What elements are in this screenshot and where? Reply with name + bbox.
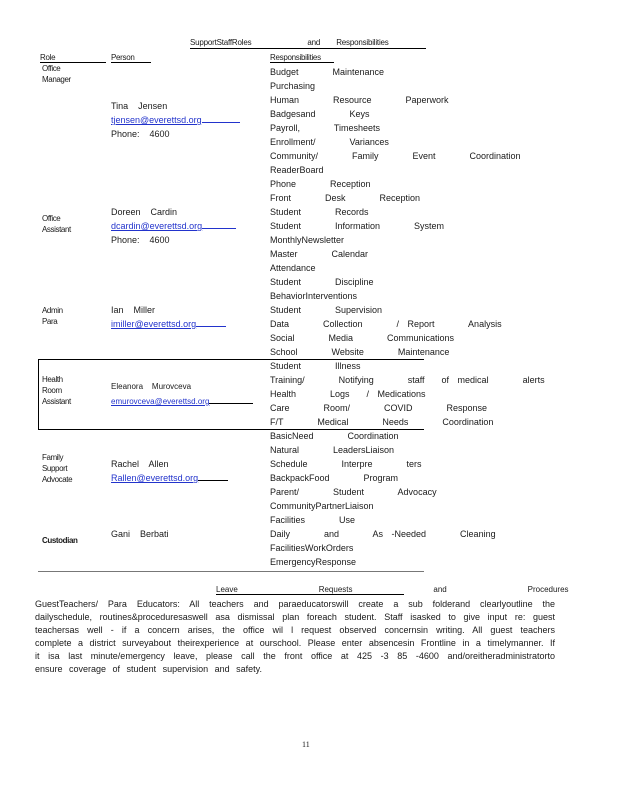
title-part-2: and [307,38,321,47]
list-item: Front Desk Reception [270,193,421,203]
list-item: ReaderBoard [270,165,324,175]
list-item: Badgesand Keys [270,109,370,119]
list-item: Student Illness [270,361,361,371]
phone: Phone: 4600 [111,129,170,139]
role-admin-para: Admin Para [42,306,63,326]
email-link[interactable]: tjensen@everettsd.org [111,115,202,125]
person-name: Ian Miller [111,305,156,315]
title-part-1: SupportStaffRoles [190,38,252,47]
list-item: Student Supervision [270,305,383,315]
header-person: Person [111,53,151,63]
person-name: Gani Berbati [111,529,169,539]
list-item: BasicNeed Coordination [270,431,399,441]
header-responsibilities: Responsibilities [270,53,334,63]
role-family-support-advocate: Family Support Advocate [42,453,73,484]
role-custodian: Custodian [42,536,78,545]
person-name: Doreen Cardin [111,207,178,217]
person-health-room-assistant [111,380,253,409]
list-item: Student Discipline [270,277,374,287]
list-item: Data Collection / Report Analysis [270,319,502,329]
list-item: Care Room/ COVID Response [270,403,488,413]
list-item: BehaviorInterventions [270,291,358,301]
person-name: Eleanora Murovceva [111,382,192,391]
list-item: MonthlyNewsletter [270,235,345,245]
leave-section-title: Leave Requests and Procedures [216,585,569,594]
list-item: CommunityPartnerLiaison [270,501,374,511]
list-item: Student Information System [270,221,445,231]
row-border [38,359,39,429]
resp-custodian [270,513,530,569]
person-custodian [111,527,169,541]
person-name: Tina Jensen [111,101,168,111]
person-office-assistant [111,205,236,247]
list-item: Schedule Interpre ters [270,459,422,469]
list-item: Phone Reception [270,179,371,189]
list-item: Enrollment/ Variances [270,137,389,147]
person-office-manager [111,99,240,141]
resp-office-assistant [270,205,530,289]
header-role: Role [40,53,106,63]
list-item: EmergencyResponse [270,557,357,567]
resp-admin-para [270,289,530,359]
person-name: Rachel Allen [111,459,169,469]
person-admin-para [111,303,226,331]
title-part-3: Responsibilities [336,38,389,47]
email-link[interactable]: imiller@everettsd.org [111,319,197,329]
list-item: Natural LeadersLiaison [270,445,395,455]
list-item: BackpackFood Program [270,473,399,483]
table-title [190,38,426,49]
resp-health-room-assistant [270,359,545,429]
page-number: 11 [302,740,310,749]
list-item: Health Logs / Medications [270,389,426,399]
person-family-support-advocate [111,457,228,485]
resp-family-support-advocate [270,429,530,513]
email-link[interactable]: emurovceva@everettsd.org [111,397,210,406]
role-office-manager: Office Manager [42,64,71,84]
list-item: Attendance [270,263,316,273]
list-item: Social Media Communications [270,333,455,343]
list-item: Parent/ Student Advocacy [270,487,437,497]
role-health-room-assistant: Health Room Assistant [42,375,71,406]
role-office-assistant: Office Assistant [42,214,71,234]
list-item: Master Calendar [270,249,369,259]
list-item: Budget Maintenance [270,67,385,77]
list-item: School Website Maintenance [270,347,450,357]
email-link[interactable]: dcardin@everettsd.org [111,221,203,231]
phone: Phone: 4600 [111,235,170,245]
leave-paragraph: GuestTeachers/ Para Educators: All teachers and paraeducatorswill create a sub folderand clearlyoutline the dailyschedule, routines&proceduresaswell asa dismissal plan foreach student. Staff isasked to give input re: guest teachersas well - if a concern arises, the office wil l request observed concernsin writing. All guest teachers complete a district surveyabout theirexperience at ourschool. Please enter absencesin Frontline in a timelymanner. If it isa last minute/emergency leave, please call the front office at 425 -3 85 -4600 and/oreitheradministratorto ensure coverage of student supervision and safety. [35,599,555,674]
table-bottom-divider [38,571,424,572]
list-item: F/T Medical Needs Coordination [270,417,494,427]
list-item: Facilities Use [270,515,356,525]
list-item: Human Resource Paperwork [270,95,449,105]
list-item: Payroll, Timesheets [270,123,381,133]
list-item: Training/ Notifying staff of medical alerts [270,375,545,385]
list-item: FacilitiesWorkOrders [270,543,354,553]
list-item: Purchasing [270,81,316,91]
email-link[interactable]: Rallen@everettsd.org [111,473,199,483]
list-item: Daily and As -Needed Cleaning [270,529,496,539]
list-item: Student Records [270,207,369,217]
list-item: Community/ Family Event Coordination [270,151,521,161]
resp-office-manager [270,65,530,205]
